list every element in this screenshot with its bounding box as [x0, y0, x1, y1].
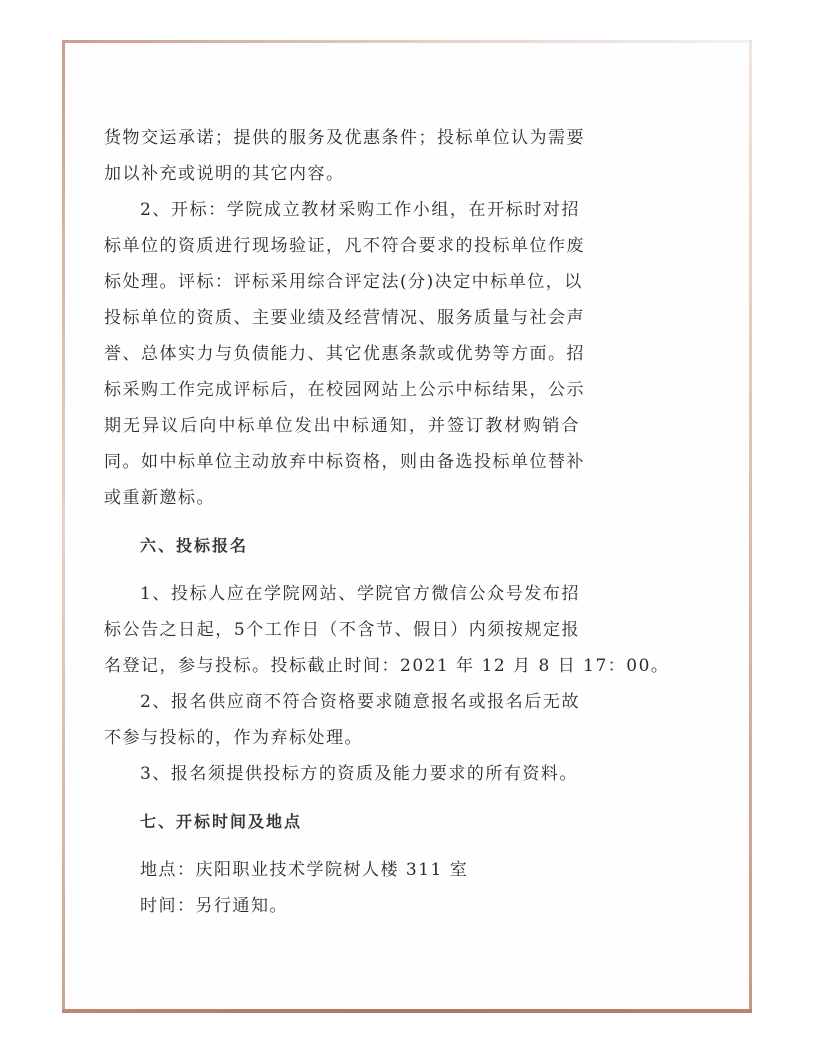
text-line: 名登记，参与投标。投标截止时间：2021 年 12 月 8 日 17：00。: [104, 656, 670, 676]
text-line: 标单位的资质进行现场验证，凡不符合要求的投标单位作废: [104, 236, 585, 256]
text-line: 誉、总体实力与负债能力、其它优惠条款或优势等方面。招: [104, 344, 585, 364]
paragraph-continuation: [104, 120, 585, 192]
opening-time: 时间：另行通知。: [140, 896, 288, 916]
section-heading-opening-time-location: 七、开标时间及地点: [140, 812, 303, 831]
text-line: 加以补充或说明的其它内容。: [104, 164, 345, 184]
text-line: 2、开标：学院成立教材采购工作小组，在开标时对招: [140, 200, 580, 220]
opening-location: 地点：庆阳职业技术学院树人楼 311 室: [140, 860, 469, 880]
paragraph-opening-evaluation: [104, 192, 585, 516]
page-edge-bottom: [62, 1009, 752, 1013]
document-body: [104, 120, 670, 924]
text-line: 1、投标人应在学院网站、学院官方微信公众号发布招: [140, 584, 580, 604]
text-line: 不参与投标的，作为弃标处理。: [104, 728, 363, 748]
registration-item-3: 3、报名须提供投标方的资质及能力要求的所有资料。: [140, 764, 578, 784]
text-line: 投标单位的资质、主要业绩及经营情况、服务质量与社会声: [104, 308, 585, 328]
page-edge-right: [749, 40, 752, 1012]
text-line: 或重新邀标。: [104, 488, 215, 508]
text-line: 标采购工作完成评标后，在校园网站上公示中标结果，公示: [104, 380, 585, 400]
registration-item-2: [104, 684, 580, 756]
text-line: 同。如中标单位主动放弃中标资格，则由备选投标单位替补: [104, 452, 585, 472]
section-heading-registration: 六、投标报名: [140, 536, 249, 555]
registration-item-1: [104, 576, 670, 684]
text-line: 标处理。评标：评标采用综合评定法(分)决定中标单位，以: [104, 272, 583, 292]
text-line: 期无异议后向中标单位发出中标通知，并签订教材购销合: [104, 416, 580, 436]
text-line: 2、报名供应商不符合资格要求随意报名或报名后无故: [140, 692, 580, 712]
text-line: 标公告之日起，5个工作日（不含节、假日）内须按规定报: [104, 620, 580, 640]
text-line: 货物交运承诺；提供的服务及优惠条件；投标单位认为需要: [104, 128, 585, 148]
